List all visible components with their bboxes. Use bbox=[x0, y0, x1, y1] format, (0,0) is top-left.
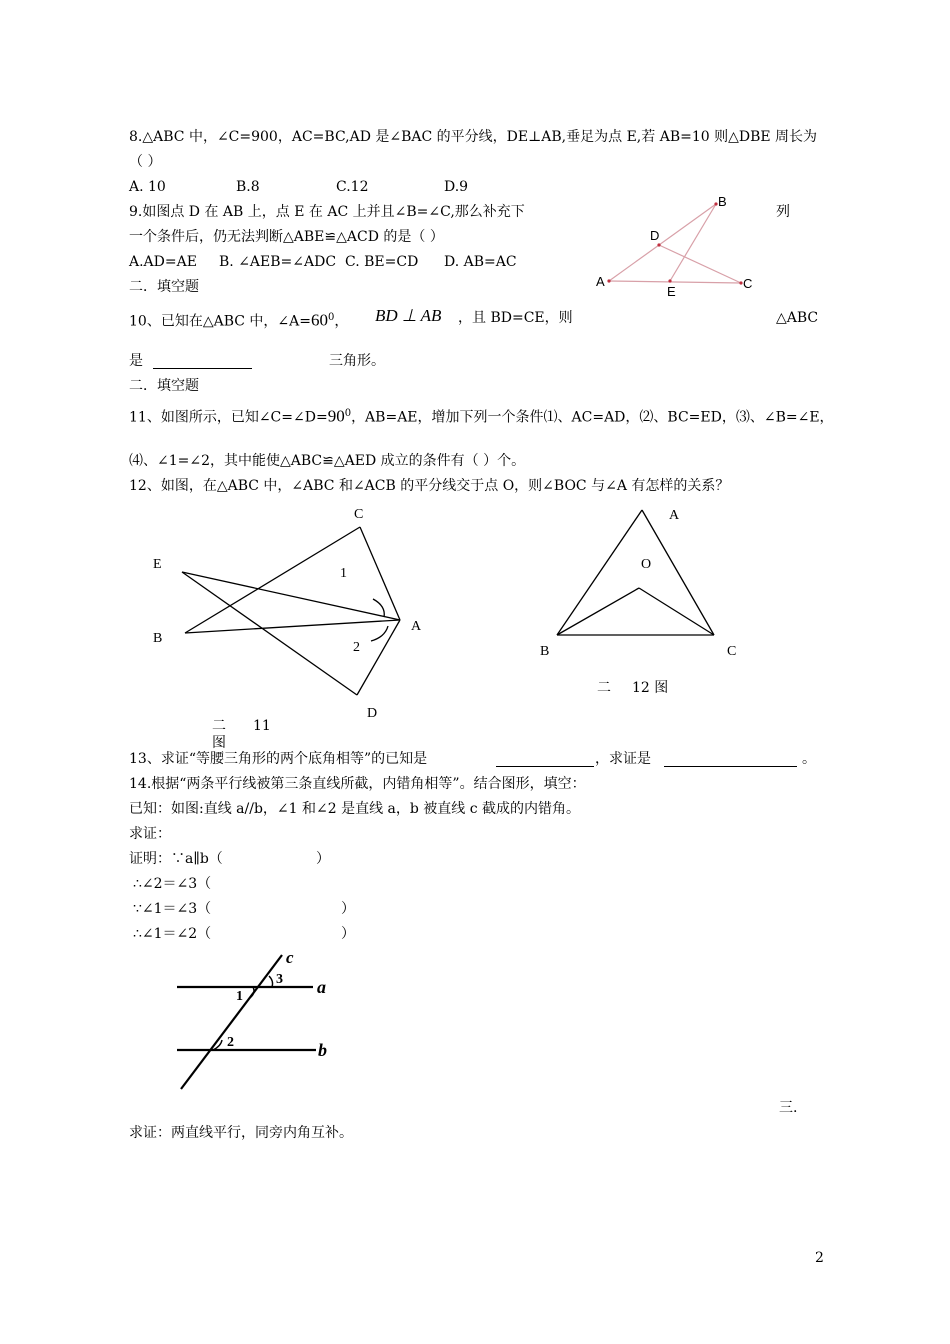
fig11-label-e: E bbox=[153, 557, 162, 572]
fig11-label-2: 2 bbox=[353, 640, 360, 655]
q14-given: 已知：如图:直线 a//b，∠1 和∠2 是直线 a，b 被直线 c 截成的内错角。 bbox=[129, 801, 581, 817]
q14-proof1-pre: 证明：∵a∥b（ bbox=[129, 851, 223, 867]
q9-option-c: C. BE=CD bbox=[345, 254, 419, 270]
q8-option-b: B.8 bbox=[236, 179, 260, 195]
q8-line1: 8.△ABC 中，∠C=900，AC=BC,AD 是∠BAC 的平分线，DE⊥AB,垂足为点 E,若 AB=10 则△DBE 周长为 bbox=[129, 129, 818, 145]
q15-text: 求证：两直线平行，同旁内角互补。 bbox=[129, 1125, 353, 1141]
q14-proof3-post: ） bbox=[341, 901, 355, 917]
fig14-label-b: b bbox=[318, 1040, 327, 1060]
q14-proof2: ∴∠2＝∠3（ bbox=[133, 876, 212, 892]
q10-line1: 10、已知在△ABC 中，$\angle A=60^0$， bbox=[129, 310, 349, 330]
fig12-label-c: C bbox=[727, 644, 737, 659]
section-2b-heading: 二．填空题 bbox=[129, 378, 199, 394]
q11-pre: 11、如图所示，已知∠C=∠D= bbox=[129, 409, 328, 426]
q13-blank-prove[interactable] bbox=[664, 766, 797, 767]
q10-angle-degree: 0 bbox=[327, 312, 335, 323]
q9-fig-label-e: E bbox=[667, 284, 676, 299]
q9-line1-end: 列 bbox=[776, 204, 790, 220]
q10-angle: 60 bbox=[310, 310, 328, 330]
q12-text: 12、如图，在△ABC 中，∠ABC 和∠ACB 的平分线交于点 O，则∠BOC 与∠A 有怎样的关系？ bbox=[129, 478, 730, 494]
q10-end: △ABC bbox=[776, 310, 819, 326]
q10-blank[interactable] bbox=[153, 368, 252, 369]
fig12-caption-a: 二 bbox=[597, 680, 611, 696]
q9-line2: 一个条件后，仍无法判断△ABE≌△ACD 的是（ ） bbox=[129, 229, 444, 245]
q9-fig-label-a: A bbox=[596, 274, 605, 289]
q10-line2-post: 三角形。 bbox=[329, 353, 385, 369]
q10-pre: 10、已知在△ABC 中，∠A= bbox=[129, 313, 311, 330]
q8-option-a: A. 10 bbox=[129, 179, 166, 195]
fig12-label-a: A bbox=[669, 508, 680, 523]
fig12-label-o: O bbox=[641, 557, 652, 572]
q11-line2: ⑷、∠1=∠2，其中能使△ABC≌△AED 成立的条件有（ ）个。 bbox=[129, 453, 526, 469]
q13-end: 。 bbox=[802, 751, 816, 767]
section-2a-heading: 二．填空题 bbox=[129, 279, 199, 295]
q9-fig-label-c: C bbox=[743, 276, 753, 291]
fig11-caption-b: 11 bbox=[253, 718, 271, 734]
q9-option-a: A.AD=AE bbox=[129, 254, 197, 270]
q11-angle: 90 bbox=[327, 406, 345, 426]
q13-pre: 13、求证“等腰三角形的两个底角相等”的已知是 bbox=[129, 751, 428, 767]
fig11-label-d: D bbox=[367, 706, 378, 721]
fig11-caption-a: 二 bbox=[212, 718, 226, 734]
q13-blank-given[interactable] bbox=[496, 766, 594, 767]
q10-line2-pre: 是 bbox=[129, 353, 143, 369]
q14-line1: 14.根据“两条平行线被第三条直线所截，内错角相等”。结合图形，填空： bbox=[129, 776, 586, 792]
q8-option-c: C.12 bbox=[336, 179, 369, 195]
section-3-heading: 三. bbox=[779, 1100, 798, 1116]
fig14-label-a: a bbox=[317, 977, 326, 997]
q14-proof4-pre: ∴∠1＝∠2（ bbox=[133, 926, 212, 942]
q13-mid: ，求证是 bbox=[595, 751, 651, 767]
q9-option-b: B. ∠AEB=∠ADC bbox=[219, 254, 337, 270]
q9-option-d: D. AB=AC bbox=[444, 254, 517, 270]
q14-prove: 求证： bbox=[129, 826, 171, 842]
q11-line1 bbox=[129, 402, 834, 430]
fig12-caption-b: 12 图 bbox=[632, 680, 669, 696]
fig12-label-b: B bbox=[540, 644, 550, 659]
fig11-label-c: C bbox=[354, 507, 364, 522]
fig11-label-1: 1 bbox=[340, 566, 347, 581]
q14-proof4-post: ） bbox=[341, 926, 355, 942]
fig11-label-a: A bbox=[411, 619, 422, 634]
q8-line2: （ ） bbox=[129, 154, 162, 170]
fig11-caption-c: 图 bbox=[212, 735, 226, 751]
q9-line1: 9.如图点 D 在 AB 上，点 E 在 AC 上并且∠B=∠C,那么补充下 bbox=[129, 204, 525, 220]
q10-condition: BD ⊥ AB bbox=[375, 306, 442, 325]
q10-post: ，且 BD=CE，则 bbox=[458, 310, 573, 326]
fig11-label-b: B bbox=[153, 631, 163, 646]
q11-post: ，AB=AE，增加下列一个条件⑴、AC=AD，⑵、BC=ED，⑶、∠B=∠E， bbox=[351, 409, 834, 426]
fig14-label-2: 2 bbox=[227, 1035, 234, 1050]
page-number: 2 bbox=[815, 1250, 824, 1266]
q9-fig-label-b: B bbox=[718, 194, 727, 209]
q14-proof3-pre: ∵∠1＝∠3（ bbox=[133, 901, 212, 917]
q9-fig-label-d: D bbox=[650, 228, 660, 243]
fig14-label-1: 1 bbox=[236, 989, 243, 1004]
q8-option-d: D.9 bbox=[444, 179, 469, 195]
q14-proof1-post: ） bbox=[316, 851, 330, 867]
q11-angle-degree: 0 bbox=[344, 408, 352, 419]
fig14-label-3: 3 bbox=[276, 972, 283, 987]
fig14-label-c: c bbox=[286, 948, 294, 967]
